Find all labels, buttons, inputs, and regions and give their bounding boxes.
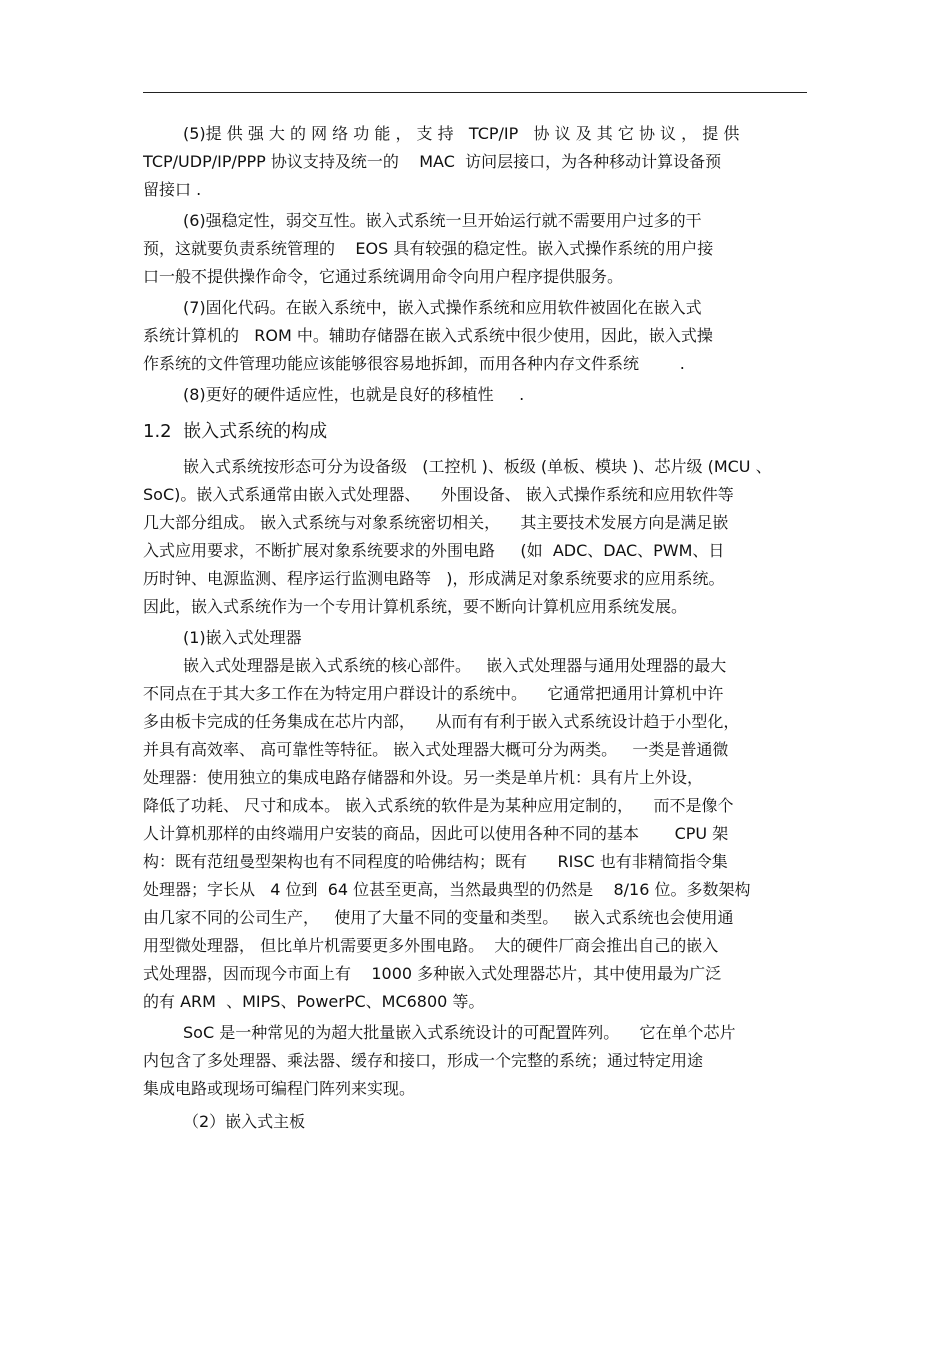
- text-line: 嵌入式系统按形态可分为设备级 (工控机 )、板级 (单板、模块 )、芯片级 (MCU 、: [183, 457, 772, 476]
- paragraph-item-6: [143, 207, 807, 291]
- text-line: 因此，嵌入式系统作为一个专用计算机系统，要不断向计算机应用系统发展。: [143, 597, 688, 616]
- text-line: 多由板卡完成的任务集成在芯片内部， 从而有有利于嵌入式系统设计趋于小型化，: [143, 712, 740, 731]
- text-line: 由几家不同的公司生产， 使用了大量不同的变量和类型。 嵌入式系统也会使用通: [143, 908, 734, 927]
- document-body: [143, 120, 807, 1136]
- text-line: 历时钟、电源监测、程序运行监测电路等 )，形成满足对象系统要求的应用系统。: [143, 569, 725, 588]
- paragraph-processor-heading: [143, 624, 807, 652]
- paragraph-mainboard-heading: [143, 1108, 807, 1136]
- text-line: TCP/UDP/IP/PPP 协议支持及统一的 MAC 访问层接口，为各种移动计算设备预: [143, 152, 722, 171]
- paragraph-composition-intro: [143, 453, 807, 621]
- text-line: 用型微处理器， 但比单片机需要更多外围电路。 大的硬件厂商会推出自己的嵌入: [143, 936, 719, 955]
- text-line: SoC)。嵌入式系通常由嵌入式处理器、 外围设备、 嵌入式操作系统和应用软件等: [143, 485, 734, 504]
- text-line: 的有 ARM 、MIPS、PowerPC、MC6800 等。: [143, 992, 485, 1011]
- text-line: (5)提 供 强 大 的 网 络 功 能 ， 支 持 TCP/IP 协 议 及 其 它 协 议 ， 提 供: [183, 124, 740, 143]
- text-line: 人计算机那样的由终端用户安装的商品，因此可以使用各种不同的基本 CPU 架: [143, 824, 729, 843]
- text-line: 不同点在于其大多工作在为特定用户群设计的系统中。 它通常把通用计算机中许: [143, 684, 724, 703]
- text-line: 口一般不提供操作命令，它通过系统调用命令向用户程序提供服务。: [143, 267, 624, 286]
- text-line: (8)更好的硬件适应性，也就是良好的移植性 .: [183, 385, 525, 404]
- text-line: 并具有高效率、 高可靠性等特征。 嵌入式处理器大概可分为两类。 一类是普通微: [143, 740, 729, 759]
- text-line: 内包含了多处理器、乘法器、缓存和接口，形成一个完整的系统；通过特定用途: [143, 1051, 704, 1070]
- text-line: 降低了功耗、 尺寸和成本。 嵌入式系统的软件是为某种应用定制的， 而不是像个: [143, 796, 734, 815]
- text-line: 处理器：使用独立的集成电路存储器和外设。另一类是单片机：具有片上外设，: [143, 768, 704, 787]
- text-line: 系统计算机的 ROM 中。辅助存储器在嵌入式系统中很少使用，因此，嵌入式操: [143, 326, 713, 345]
- header-rule: [143, 92, 807, 93]
- text-line: SoC 是一种常见的为超大批量嵌入式系统设计的可配置阵列。 它在单个芯片: [183, 1023, 736, 1042]
- text-line: 作系统的文件管理功能应该能够很容易地拆卸，而用各种内存文件系统 .: [143, 354, 685, 373]
- paragraph-soc-body: [143, 1019, 807, 1103]
- text-line: 入式应用要求，不断扩展对象系统要求的外围电路 (如 ADC、DAC、PWM、日: [143, 541, 725, 560]
- text-line: 处理器；字长从 4 位到 64 位甚至更高，当然最典型的仍然是 8/16 位。多数架构: [143, 880, 751, 899]
- paragraph-item-5: [143, 120, 807, 204]
- subheading: （2）嵌入式主板: [183, 1112, 306, 1131]
- subheading: (1)嵌入式处理器: [183, 628, 302, 647]
- text-line: 嵌入式处理器是嵌入式系统的核心部件。 嵌入式处理器与通用处理器的最大: [183, 656, 727, 675]
- text-line: 构：既有范纽曼型架构也有不同程度的哈佛结构；既有 RISC 也有非精简指令集: [143, 852, 728, 871]
- paragraph-item-7: [143, 294, 807, 378]
- text-line: (7)固化代码。在嵌入系统中，嵌入式操作系统和应用软件被固化在嵌入式: [183, 298, 702, 317]
- text-line: 几大部分组成。 嵌入式系统与对象系统密切相关， 其主要技术发展方向是满足嵌: [143, 513, 729, 532]
- paragraph-processor-body: [143, 652, 807, 1016]
- text-line: 集成电路或现场可编程门阵列来实现。: [143, 1079, 416, 1098]
- paragraph-item-8: [143, 381, 807, 409]
- text-line: (6)强稳定性，弱交互性。嵌入式系统一旦开始运行就不需要用户过多的干: [183, 211, 702, 230]
- text-line: 预，这就要负责系统管理的 EOS 具有较强的稳定性。嵌入式操作系统的用户接: [143, 239, 714, 258]
- text-line: 式处理器，因而现今市面上有 1000 多种嵌入式处理器芯片，其中使用最为广泛: [143, 964, 722, 983]
- section-title: 1.2 嵌入式系统的构成: [143, 421, 328, 442]
- text-line: 留接口 .: [143, 180, 202, 199]
